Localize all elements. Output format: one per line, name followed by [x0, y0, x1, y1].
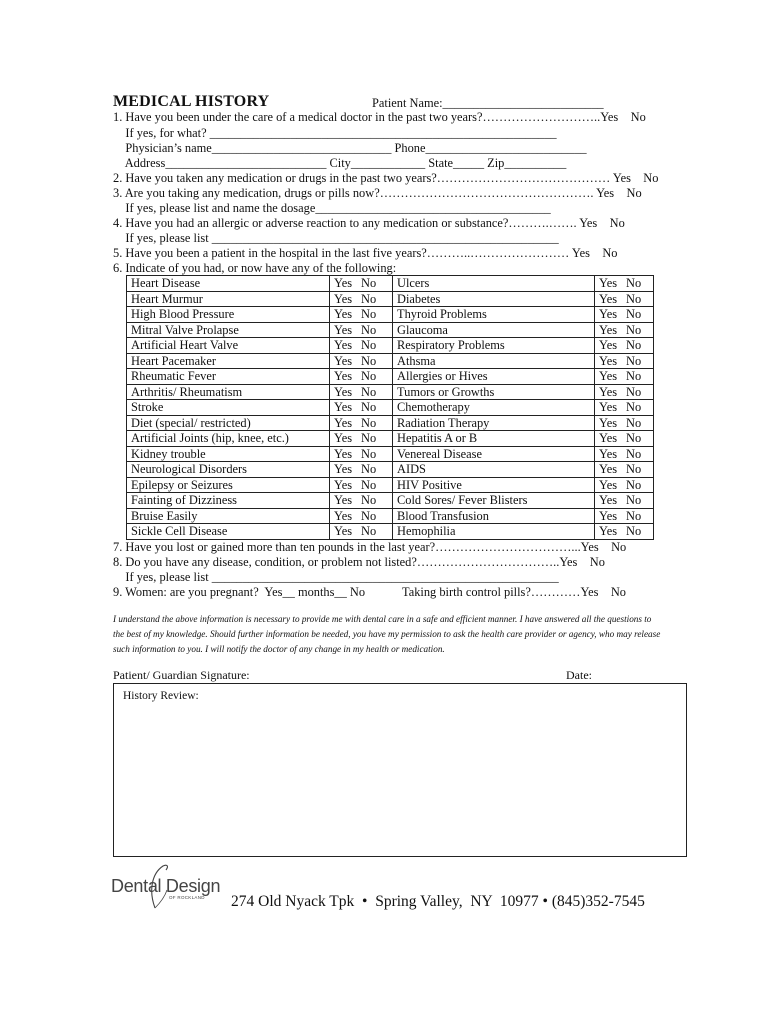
condition-name-left: [127, 353, 330, 369]
yes-no-right[interactable]: [595, 446, 654, 462]
question-line: If yes, for what? ________________________________________________________: [113, 126, 557, 140]
condition-label: Bruise Easily: [131, 508, 198, 523]
no-option[interactable]: No: [626, 291, 642, 306]
yes-no-left[interactable]: [330, 384, 393, 400]
no-option[interactable]: No: [626, 353, 642, 368]
yes-option[interactable]: Yes: [334, 431, 353, 446]
condition-row: [127, 493, 654, 509]
condition-label: Glaucoma: [397, 322, 448, 337]
yes-no-right[interactable]: [595, 291, 654, 307]
yes-option[interactable]: Yes: [334, 477, 353, 492]
condition-name-left: [127, 446, 330, 462]
condition-row: [127, 291, 654, 307]
yes-no-left[interactable]: [330, 400, 393, 416]
condition-name-right: [393, 276, 595, 292]
no-option[interactable]: No: [361, 524, 377, 539]
condition-name-left: [127, 369, 330, 385]
yes-option[interactable]: Yes: [599, 400, 618, 415]
condition-label: Diet (special/ restricted): [131, 415, 251, 430]
yes-option[interactable]: Yes: [599, 431, 618, 446]
question-line: 1. Have you been under the care of a medical doctor in the past two years?………………………..Yes No: [113, 110, 646, 124]
yes-no-left[interactable]: [330, 307, 393, 323]
yes-no-left[interactable]: [330, 415, 393, 431]
question-line: 3. Are you taking any medication, drugs or pills now?……………………………………………. Yes No: [113, 186, 642, 200]
yes-option[interactable]: Yes: [599, 322, 618, 337]
condition-label: Heart Pacemaker: [131, 353, 216, 368]
condition-label: Chemotherapy: [397, 400, 470, 415]
no-option[interactable]: No: [626, 493, 642, 508]
no-option[interactable]: No: [361, 338, 377, 353]
question-line: Physician’s name_____________________________ Phone__________________________: [113, 141, 587, 155]
no-option[interactable]: No: [626, 415, 642, 430]
yes-no-right[interactable]: [595, 307, 654, 323]
practice-address: 274 Old Nyack Tpk • Spring Valley, NY 10977 • (845)352-7545: [231, 893, 645, 910]
yes-no-right[interactable]: [595, 415, 654, 431]
yes-no-left[interactable]: [330, 353, 393, 369]
yes-no-right[interactable]: [595, 462, 654, 478]
yes-no-left[interactable]: [330, 369, 393, 385]
no-option[interactable]: No: [361, 477, 377, 492]
condition-name-left: [127, 493, 330, 509]
condition-label: Ulcers: [397, 276, 430, 291]
condition-name-right: [393, 477, 595, 493]
question-line: 7. Have you lost or gained more than ten pounds in the last year?……………………………...Yes No: [113, 540, 627, 554]
condition-name-right: [393, 462, 595, 478]
no-option[interactable]: No: [361, 307, 377, 322]
condition-label: Artificial Joints (hip, knee, etc.): [131, 431, 289, 446]
no-option[interactable]: No: [361, 353, 377, 368]
yes-no-right[interactable]: [595, 322, 654, 338]
condition-row: [127, 508, 654, 524]
yes-no-right[interactable]: [595, 493, 654, 509]
yes-no-left[interactable]: [330, 291, 393, 307]
no-option[interactable]: No: [361, 415, 377, 430]
yes-no-right[interactable]: [595, 431, 654, 447]
yes-option[interactable]: Yes: [334, 322, 353, 337]
condition-name-left: [127, 508, 330, 524]
no-option[interactable]: No: [626, 369, 642, 384]
condition-name-left: [127, 322, 330, 338]
history-review-label: History Review:: [123, 690, 199, 702]
condition-label: High Blood Pressure: [131, 307, 235, 322]
yes-option[interactable]: Yes: [599, 493, 618, 508]
condition-label: Rheumatic Fever: [131, 369, 216, 384]
question-line: 4. Have you had an allergic or adverse reaction to any medication or substance?……….……. Yes No: [113, 216, 625, 230]
condition-row: [127, 462, 654, 478]
yes-option[interactable]: Yes: [334, 369, 353, 384]
condition-row: [127, 338, 654, 354]
condition-name-right: [393, 446, 595, 462]
yes-no-left[interactable]: [330, 322, 393, 338]
yes-option[interactable]: Yes: [334, 400, 353, 415]
condition-label: Radiation Therapy: [397, 415, 490, 430]
yes-option[interactable]: Yes: [599, 446, 618, 461]
yes-no-right[interactable]: [595, 353, 654, 369]
condition-name-left: [127, 462, 330, 478]
condition-name-right: [393, 400, 595, 416]
yes-no-right[interactable]: [595, 508, 654, 524]
yes-no-left[interactable]: [330, 524, 393, 540]
yes-option[interactable]: Yes: [334, 415, 353, 430]
yes-no-right[interactable]: [595, 477, 654, 493]
condition-label: Hepatitis A or B: [397, 431, 478, 446]
condition-label: Stroke: [131, 400, 164, 415]
condition-label: Heart Disease: [131, 276, 201, 291]
condition-name-right: [393, 415, 595, 431]
condition-name-right: [393, 369, 595, 385]
yes-option[interactable]: Yes: [599, 477, 618, 492]
question-line: 5. Have you been a patient in the hospital in the last five years?………..…………………… Yes No: [113, 246, 618, 260]
condition-name-left: [127, 415, 330, 431]
yes-option[interactable]: Yes: [334, 384, 353, 399]
yes-no-left[interactable]: [330, 477, 393, 493]
yes-no-left[interactable]: [330, 493, 393, 509]
yes-option[interactable]: Yes: [334, 524, 353, 539]
condition-row: [127, 307, 654, 323]
yes-no-left[interactable]: [330, 508, 393, 524]
yes-no-left[interactable]: [330, 446, 393, 462]
question-line: 2. Have you taken any medication or drugs in the past two years?…………………………………… Yes No: [113, 171, 659, 185]
condition-label: Fainting of Dizziness: [131, 493, 237, 508]
conditions-table: [126, 275, 654, 540]
condition-label: Respiratory Problems: [397, 338, 505, 353]
condition-label: AIDS: [397, 462, 426, 477]
condition-row: [127, 400, 654, 416]
no-option[interactable]: No: [626, 508, 642, 523]
condition-row: [127, 415, 654, 431]
condition-label: Cold Sores/ Fever Blisters: [397, 493, 528, 508]
condition-name-right: [393, 384, 595, 400]
condition-name-left: [127, 384, 330, 400]
yes-no-right[interactable]: [595, 369, 654, 385]
yes-no-right[interactable]: [595, 276, 654, 292]
question-line: 6. Indicate of you had, or now have any of the following:: [113, 261, 397, 275]
condition-label: Venereal Disease: [397, 446, 482, 461]
logo-subtext: OF ROCKLAND: [169, 895, 205, 900]
no-option[interactable]: No: [626, 524, 642, 539]
no-option[interactable]: No: [361, 322, 377, 337]
yes-option[interactable]: Yes: [334, 307, 353, 322]
no-option[interactable]: No: [361, 446, 377, 461]
condition-name-left: [127, 338, 330, 354]
no-option[interactable]: No: [626, 322, 642, 337]
condition-label: Epilepsy or Seizures: [131, 477, 233, 492]
question-line: Address__________________________ City____________ State_____ Zip__________: [113, 156, 567, 170]
yes-option[interactable]: Yes: [334, 353, 353, 368]
condition-row: [127, 353, 654, 369]
condition-label: Neurological Disorders: [131, 462, 247, 477]
condition-label: Hemophilia: [397, 524, 456, 539]
no-option[interactable]: No: [626, 400, 642, 415]
no-option[interactable]: No: [361, 431, 377, 446]
condition-row: [127, 322, 654, 338]
condition-name-right: [393, 307, 595, 323]
no-option[interactable]: No: [626, 384, 642, 399]
question-line: If yes, please list ________________________________________________________: [113, 570, 559, 584]
yes-no-right[interactable]: [595, 400, 654, 416]
condition-label: Kidney trouble: [131, 446, 206, 461]
condition-name-left: [127, 307, 330, 323]
question-line: 9. Women: are you pregnant? Yes__ months__ No Taking birth control pills?…………Yes No: [113, 585, 627, 599]
condition-name-right: [393, 291, 595, 307]
yes-option[interactable]: Yes: [599, 508, 618, 523]
condition-label: Blood Transfusion: [397, 508, 489, 523]
condition-name-left: [127, 276, 330, 292]
condition-name-left: [127, 291, 330, 307]
condition-name-left: [127, 477, 330, 493]
condition-label: Diabetes: [397, 291, 441, 306]
yes-option[interactable]: Yes: [334, 493, 353, 508]
question-line: If yes, please list ________________________________________________________: [113, 231, 559, 245]
patient-name-field[interactable]: Patient Name:__________________________: [372, 96, 604, 110]
condition-name-right: [393, 338, 595, 354]
condition-label: Artificial Heart Valve: [131, 338, 239, 353]
condition-name-left: [127, 431, 330, 447]
condition-name-right: [393, 353, 595, 369]
no-option[interactable]: No: [626, 477, 642, 492]
condition-label: Tumors or Growths: [397, 384, 495, 399]
yes-option[interactable]: Yes: [599, 307, 618, 322]
no-option[interactable]: No: [626, 431, 642, 446]
yes-option[interactable]: Yes: [334, 291, 353, 306]
yes-option[interactable]: Yes: [599, 415, 618, 430]
yes-no-right[interactable]: [595, 524, 654, 540]
consent-statement: I understand the above information is necessary to provide me with dental care in a safe and efficient manner. I have answered all the questions to the best of my knowledge. Should further information be needed, you have my permission to ask the health care provider or agency, who may release such information to you. I will notify the doctor of any change in my health or medication.: [113, 614, 661, 654]
yes-no-right[interactable]: [595, 384, 654, 400]
condition-label: Heart Murmur: [131, 291, 203, 306]
yes-no-left[interactable]: [330, 338, 393, 354]
condition-name-left: [127, 400, 330, 416]
condition-label: Athsma: [397, 353, 436, 368]
question-line: 8. Do you have any disease, condition, or problem not listed?……………………………..Yes No: [113, 555, 605, 569]
condition-row: [127, 384, 654, 400]
dental-design-logo: [111, 862, 231, 912]
yes-option[interactable]: Yes: [334, 338, 353, 353]
date-label: Date:: [566, 668, 592, 682]
condition-name-right: [393, 493, 595, 509]
condition-name-right: [393, 322, 595, 338]
yes-option[interactable]: Yes: [599, 338, 618, 353]
yes-option[interactable]: Yes: [599, 524, 618, 539]
yes-option[interactable]: Yes: [334, 462, 353, 477]
yes-option[interactable]: Yes: [334, 276, 353, 291]
no-option[interactable]: No: [626, 276, 642, 291]
history-review-box[interactable]: [113, 683, 687, 857]
no-option[interactable]: No: [361, 508, 377, 523]
condition-row: [127, 276, 654, 292]
yes-option[interactable]: Yes: [334, 446, 353, 461]
no-option[interactable]: No: [361, 291, 377, 306]
no-option[interactable]: No: [361, 369, 377, 384]
question-line: If yes, please list and name the dosage______________________________________: [113, 201, 551, 215]
yes-option[interactable]: Yes: [599, 384, 618, 399]
condition-row: [127, 431, 654, 447]
condition-name-left: [127, 524, 330, 540]
condition-row: [127, 446, 654, 462]
condition-label: Sickle Cell Disease: [131, 524, 228, 539]
yes-no-right[interactable]: [595, 338, 654, 354]
yes-no-left[interactable]: [330, 431, 393, 447]
condition-row: [127, 477, 654, 493]
no-option[interactable]: No: [626, 338, 642, 353]
condition-row: [127, 524, 654, 540]
no-option[interactable]: No: [626, 462, 642, 477]
no-option[interactable]: No: [361, 400, 377, 415]
signature-label: Patient/ Guardian Signature:: [113, 668, 250, 682]
no-option[interactable]: No: [361, 462, 377, 477]
yes-option[interactable]: Yes: [599, 276, 618, 291]
yes-option[interactable]: Yes: [599, 462, 618, 477]
no-option[interactable]: No: [361, 276, 377, 291]
no-option[interactable]: No: [626, 446, 642, 461]
yes-no-left[interactable]: [330, 276, 393, 292]
yes-no-left[interactable]: [330, 462, 393, 478]
condition-name-right: [393, 524, 595, 540]
condition-label: Thyroid Problems: [397, 307, 487, 322]
condition-label: Mitral Valve Prolapse: [131, 322, 239, 337]
no-option[interactable]: No: [361, 493, 377, 508]
yes-option[interactable]: Yes: [599, 291, 618, 306]
no-option[interactable]: No: [626, 307, 642, 322]
yes-option[interactable]: Yes: [599, 353, 618, 368]
condition-name-right: [393, 508, 595, 524]
logo-text: Dental Design: [111, 876, 221, 896]
condition-label: Allergies or Hives: [397, 369, 488, 384]
condition-row: [127, 369, 654, 385]
yes-option[interactable]: Yes: [334, 508, 353, 523]
form-title: MEDICAL HISTORY: [113, 93, 270, 110]
condition-label: HIV Positive: [397, 477, 462, 492]
no-option[interactable]: No: [361, 384, 377, 399]
yes-option[interactable]: Yes: [599, 369, 618, 384]
condition-label: Arthritis/ Rheumatism: [131, 384, 243, 399]
condition-name-right: [393, 431, 595, 447]
